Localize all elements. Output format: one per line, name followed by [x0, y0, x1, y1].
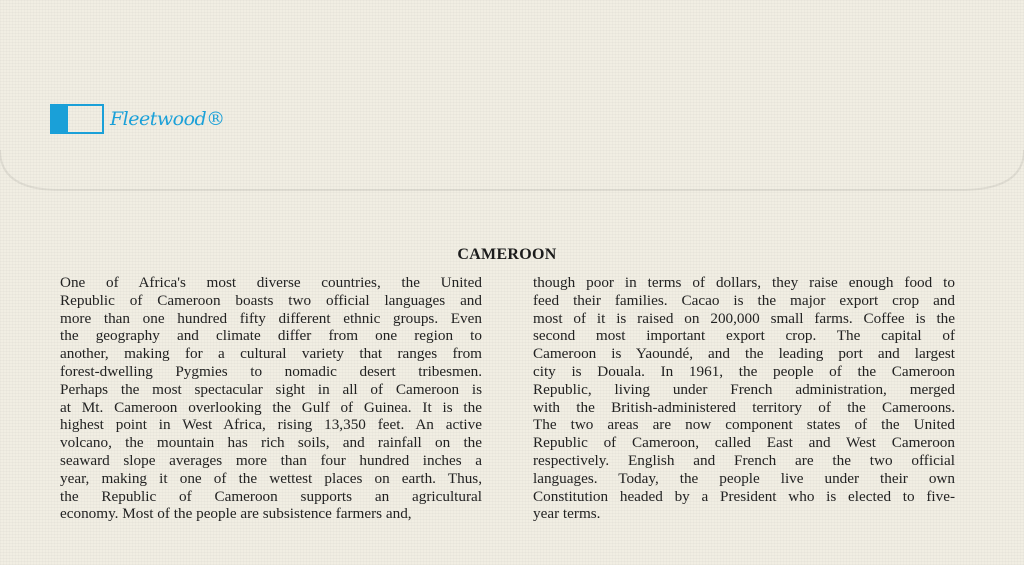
- fleetwood-box-logo-icon: [50, 104, 104, 134]
- brand-name: Fleetwood®: [110, 108, 225, 130]
- article-column-left: [60, 274, 482, 523]
- article-line: the geography and climate differ from one region to: [60, 327, 482, 345]
- article-line: though poor in terms of dollars, they raise enough food to: [533, 274, 955, 291]
- article-line: Republic, living under French administration, merged: [533, 380, 955, 398]
- article-line: with the British-administered territory of the Cameroons.: [533, 398, 955, 416]
- article-line: languages. Today, the people live under their own: [533, 469, 955, 487]
- article-line: forest-dwelling Pygmies to nomadic desert tribesmen.: [60, 362, 482, 380]
- article-line: The two areas are now component states of the United: [533, 416, 955, 434]
- article-line: Republic of Cameroon, called East and West Cameroon: [533, 434, 955, 452]
- article-line: Constitution headed by a President who is elected to five-: [533, 487, 955, 505]
- article-line: Cameroon is Yaoundé, and the leading port and largest: [533, 345, 955, 363]
- article-line: Perhaps the most spectacular sight in all of Cameroon is: [60, 380, 482, 398]
- article-line: more than one hundred fifty different ethnic groups. Even: [60, 309, 482, 327]
- article-line: economy. Most of the people are subsistence farmers and,: [60, 505, 412, 523]
- article-line: highest point in West Africa, rising 13,350 feet. An active: [60, 416, 482, 434]
- article-line: respectively. English and French are the two official: [533, 451, 955, 469]
- article-line: year, making it one of the wettest places on earth. Thus,: [60, 469, 482, 487]
- article-line: most of it is raised on 200,000 small farms. Coffee is the: [533, 309, 955, 327]
- article-line: city is Douala. In 1961, the people of the Cameroon: [533, 362, 955, 380]
- article-line: One of Africa's most diverse countries, the United: [60, 274, 482, 291]
- article-line: seaward slope averages more than four hundred inches a: [60, 451, 482, 469]
- article-line: the Republic of Cameroon supports an agricultural: [60, 487, 482, 505]
- article-line: year terms.: [533, 505, 601, 523]
- article-line: volcano, the mountain has rich soils, and rainfall on the: [60, 434, 482, 452]
- article-title: CAMEROON: [457, 246, 557, 263]
- article-line: at Mt. Cameroon overlooking the Gulf of Guinea. It is the: [60, 398, 482, 416]
- envelope-flap-edge: [0, 0, 1024, 200]
- article-line: another, making for a cultural variety that ranges from: [60, 345, 482, 363]
- article-line: second most important export crop. The capital of: [533, 327, 955, 345]
- article-line: feed their families. Cacao is the major export crop and: [533, 291, 955, 309]
- article-line: Republic of Cameroon boasts two official languages and: [60, 291, 482, 309]
- article-column-right: [533, 274, 955, 523]
- brand-logo: [50, 103, 225, 135]
